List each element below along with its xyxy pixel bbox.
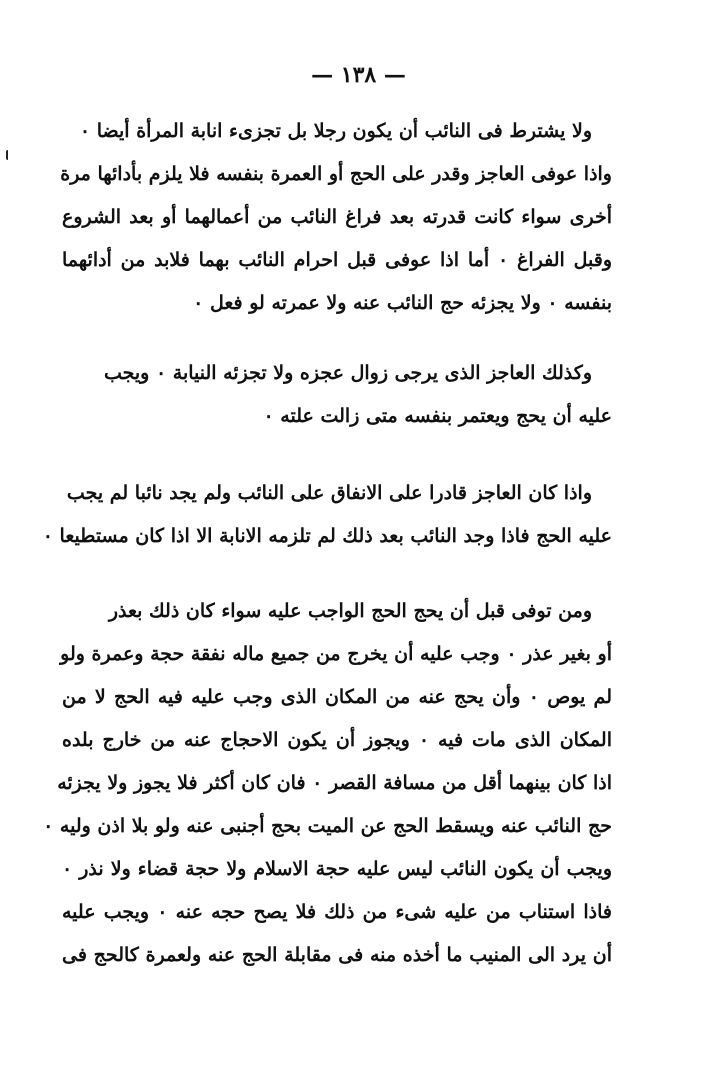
text-line: أو بغير عذر ٠ وجب عليه أن يخرج من جميع ماله نفقة حجة وعمرة ولو <box>60 643 612 665</box>
paragraph-2 <box>62 352 612 438</box>
text-line: أخرى سواء كانت قدرته بعد فراغ النائب من أعمالهما أو بعد الشروع <box>62 206 612 228</box>
text-line: وقبل الفراغ ٠ أما اذا عوفى قبل احرام النائب بهما فلابد من أدائهما <box>62 249 612 271</box>
paragraph-4 <box>43 590 612 977</box>
text-line: المكان الذى مات فيه ٠ ويجوز أن يكون الاحجاج عنه من خارج بلده <box>62 729 612 751</box>
text-line: حج النائب عنه ويسقط الحج عن الميت بحج أجنبى عنه ولو بلا اذن وليه ٠ <box>43 815 612 837</box>
text-line: عليه الحج فاذا وجد النائب بعد ذلك لم تلزمه الانابة الا اذا كان مستطيعا ٠ <box>42 525 612 547</box>
text-line: فاذا استناب من عليه شىء من ذلك فلا يصح حجه عنه ٠ ويجب عليه <box>62 901 612 923</box>
text-line: ومن توفى قبل أن يحج الحج الواجب عليه سواء كان ذلك بعذر <box>108 600 592 622</box>
text-line: لم يوص ٠ وأن يحج عنه من المكان الذى وجب عليه فيه الحج لا من <box>62 686 612 708</box>
text-line: ولا يشترط فى النائب أن يكون رجلا بل تجزىء انابة المرأة أيضا ٠ <box>79 120 592 142</box>
text-line: وكذلك العاجز الذى يرجى زوال عجزه ولا تجزئه النيابة ٠ ويجب <box>103 362 592 384</box>
text-line: أن يرد الى المنيب ما أخذه منه فى مقابلة الحج عنه ولعمرة كالحج فى <box>62 944 612 966</box>
text-line: واذا عوفى العاجز وقدر على الحج أو العمرة بنفسه فلا يلزم بأدائها مرة <box>60 163 612 185</box>
page-number: — ١٣٨ — <box>311 62 406 88</box>
text-line: ويجب أن يكون النائب ليس عليه حجة الاسلام ولا حجة قضاء ولا نذر ٠ <box>62 858 612 880</box>
text-line: بنفسه ٠ ولا يجزئه حج النائب عنه ولا عمرته لو فعل ٠ <box>193 292 612 314</box>
text-line: اذا كان بينهما أقل من مسافة القصر ٠ فان كان أكثر فلا يجوز ولا يجزئه <box>57 772 612 794</box>
text-line: عليه أن يحج ويعتمر بنفسه متى زالت علته ٠ <box>263 405 612 427</box>
margin-mark <box>6 150 11 160</box>
paragraph-3 <box>42 472 612 558</box>
text-line: واذا كان العاجز قادرا على الانفاق على النائب ولم يجد نائبا لم يجب <box>66 482 592 504</box>
paragraph-1 <box>62 110 612 325</box>
